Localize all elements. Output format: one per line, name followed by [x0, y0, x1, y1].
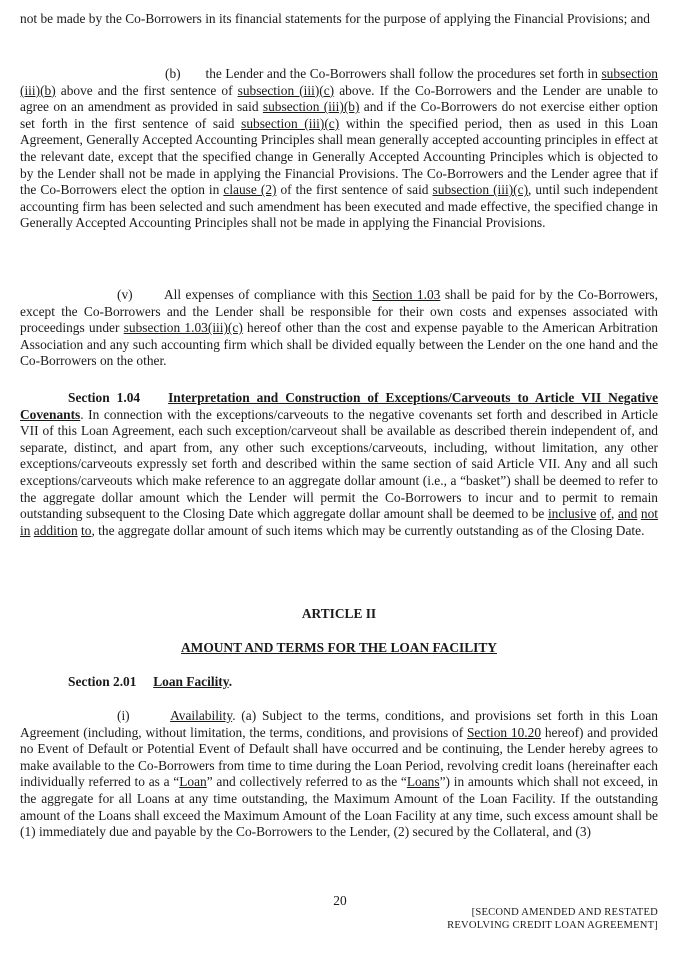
section-number: Section 1.04 [68, 390, 141, 405]
emphasis: and [617, 506, 638, 522]
section-2-01-heading [20, 674, 658, 691]
cross-reference-link[interactable]: subsection (iii)(c) [241, 115, 340, 131]
emphasis: of [599, 506, 612, 522]
paragraph-iv-b [20, 66, 658, 232]
section-number: Section 2.01 [68, 674, 137, 689]
document-footer [358, 907, 658, 932]
text: , the aggregate dollar amount of such items which may be currently outstanding as of the Closing Date. [91, 522, 645, 538]
text: within the specified period, then as used in this Loan Agreement, Generally Accepted Accounting Principles shall mean generally accepted accounting principles in effect at the relevant date, except that the specified change in Generally Accepted Accounting Principles which is objected to by the Lender shall not be made in applying the Financial Provisions. The Co-Borrowers and the Lender agree that if the Co-Borrowers elect the option in [20, 115, 658, 198]
text: (b) the Lender and the Co-Borrowers shall follow the procedures set forth in [165, 66, 602, 81]
footer-line: [SECOND AMENDED AND RESTATED [471, 907, 658, 918]
text: and if the Co-Borrowers do not exercise either option set forth in the first sentence of said [20, 99, 658, 131]
text: of the first sentence of said [276, 182, 433, 198]
text: hereof other than the cost and expense payable to the American Arbitration Association and any such accounting firm which shall be divided equally between the Lender on the one hand and the Co-Borrowers on the other. [20, 320, 658, 369]
text: above. If the Co-Borrowers and the Lender are unable to agree on an amendment as provided in said [20, 82, 658, 115]
paragraph-availability [20, 708, 658, 841]
cross-reference-link[interactable]: Section 1.03 [372, 287, 441, 302]
emphasis: to [81, 522, 92, 538]
article-subtitle [20, 640, 658, 657]
text: ”) in amounts which shall not exceed, in the aggregate for all Loans at any time outstanding, the Maximum Amount of the Loan Facility. If the outstanding amount of the Loans shall exceed the Maximum Amount of the Loan Facility at any time, such excess amount shall be (1) immediately due and payable by the Co-Borrowers to the Lender, (2) secured by the Collateral, and (3) [20, 774, 658, 840]
cross-reference-link[interactable]: subsection (iii)(c) [432, 182, 529, 198]
cross-reference-link[interactable]: subsection (iii)(c) [237, 82, 335, 98]
defined-term: Loans [406, 774, 440, 790]
subsection-heading: Availability [170, 708, 233, 723]
text: (v) All expenses of compliance with this [117, 287, 373, 302]
article-title: ARTICLE II [301, 606, 377, 621]
cross-reference-link[interactable]: subsection (iii)(b) [262, 99, 360, 115]
emphasis: in [20, 522, 31, 538]
text: above and the first sentence of [55, 82, 238, 98]
footer-line: REVOLVING CREDIT LOAN AGREEMENT] [447, 919, 658, 931]
paragraph-continuation [20, 11, 658, 28]
text: (i) [117, 708, 171, 723]
defined-term: Loan [179, 774, 207, 790]
text: . In connection with the exceptions/carveouts to the negative covenants set forth and described in Article VII of this Loan Agreement, each such exception/carveout shall be available as described therein independent of, and separate, distinct, and apart from, any other such exceptions/carveouts, including, without limitation, any other exceptions/carveouts expressly set forth and described within the same section of said Article VII. Any and all such exceptions/carveouts which make reference to an aggregate dollar amount (i.e., a “basket”) shall be deemed to refer to the aggregate dollar amount which the Lender will permit the Co-Borrowers to incur and to permit to remain outstanding subsequent to the Closing Date which aggregate dollar amount shall be deemed to be [20, 406, 658, 522]
section-heading: Interpretation and Construction of Exceptions/Carveouts to Article VII Negative Covenants [20, 390, 659, 422]
emphasis: inclusive [547, 506, 597, 522]
text: . (a) Subject to the terms, conditions, and provisions set forth in this Loan Agreement (including, without limitation, the terms, conditions, and provisions of [20, 708, 658, 740]
emphasis: addition [33, 522, 78, 538]
cross-reference-link[interactable]: subsection 1.03(iii)(c) [123, 320, 243, 336]
cross-reference-link[interactable]: subsection (iii)(b) [20, 66, 658, 98]
text: not be made by the Co-Borrowers in its financial statements for the purpose of applying the Financial Provisions; and [20, 11, 650, 26]
paragraph-v [20, 287, 658, 370]
page-number: 20 [333, 893, 347, 908]
section-heading: Loan Facility [153, 674, 229, 689]
text: . [228, 674, 233, 689]
text: ” and collectively referred to as the “ [206, 774, 407, 790]
text: hereof) and provided no Event of Default or Potential Event of Default shall have occurred and be continuing, the Lender hereby agrees to make available to the Co-Borrowers from time to time during the Loan Period, revolving credit loans (hereinafter each individually referred to as a “ [20, 724, 658, 790]
text: , until such independent accounting firm has been selected and such amendment has been executed and made effective, the specified change in Generally Accepted Accounting Principles shall not be made in applying the Financial Provisions. [20, 182, 658, 231]
text: , [611, 506, 618, 522]
emphasis: not [640, 506, 659, 522]
article-subtitle-text: AMOUNT AND TERMS FOR THE LOAN FACILITY [181, 640, 497, 655]
text: shall be paid for by the Co-Borrowers, except the Co-Borrowers and the Lender shall be responsible for their own costs and expenses associated with proceedings under [20, 287, 658, 336]
cross-reference-link[interactable]: Section 10.20 [466, 724, 542, 740]
section-1-04 [20, 390, 658, 539]
cross-reference-link[interactable]: clause (2) [223, 182, 277, 198]
